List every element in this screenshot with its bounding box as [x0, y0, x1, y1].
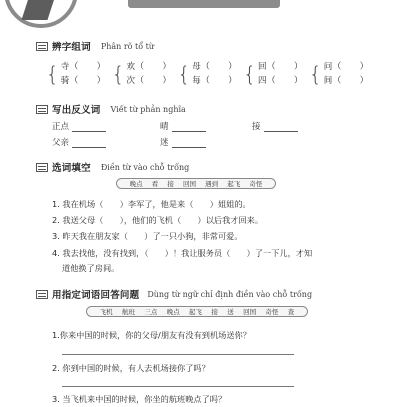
section-list-icon	[36, 163, 48, 172]
antonym-word: 晴	[160, 122, 169, 132]
character-pairs	[46, 60, 375, 88]
antonym-word: 正点	[52, 122, 70, 132]
section-1-title: 辨字组词	[52, 42, 91, 53]
word-bank-item: 奇怪	[265, 308, 279, 316]
char-blank[interactable]: 间（ ）	[323, 76, 369, 86]
word-bank-item: 送	[227, 308, 234, 316]
antonym-word: 接	[252, 122, 261, 132]
section-4-subtitle: Dùng từ ngữ chỉ định điền vào chỗ trống	[147, 289, 313, 299]
char-blank[interactable]: 欢（ ）	[126, 62, 172, 72]
char-blank[interactable]: 骑（ ）	[60, 76, 106, 86]
word-bank-item: 奇怪	[249, 180, 263, 188]
word-bank-item: 三点	[144, 308, 158, 316]
word-bank-item: 晚点	[129, 180, 143, 188]
char-pair: { 问（ ） 间（ ）	[309, 62, 369, 86]
word-bank-item: 遇到	[205, 180, 219, 188]
fill-question-continued: 道他换了房间。	[62, 263, 120, 273]
section-1-heading	[36, 40, 154, 52]
antonym-blank[interactable]	[264, 122, 298, 132]
answer-line[interactable]	[62, 354, 294, 355]
antonym-item	[52, 136, 106, 148]
antonym-blank[interactable]	[172, 122, 206, 132]
word-bank-item: 看	[151, 180, 159, 188]
word-bank-item: 查	[287, 308, 295, 316]
antonym-blank[interactable]	[72, 138, 106, 148]
word-bank-item: 回国	[243, 308, 257, 316]
char-blank[interactable]: 母（ ）	[192, 62, 238, 72]
word-bank-item: 接	[167, 180, 174, 188]
section-4-title: 用指定词语回答问题	[52, 290, 140, 301]
word-bank-item: 飞机	[99, 308, 113, 316]
word-bank	[86, 306, 308, 317]
char-pair: { 寺（ ） 骑（ ）	[46, 62, 106, 86]
section-3-subtitle: Điền từ vào chỗ trống	[100, 162, 190, 172]
section-list-icon	[36, 105, 48, 114]
char-blank[interactable]: 回（ ）	[257, 62, 303, 72]
fill-question: 2. 我送父母（ ），他们的飞机（ ）以后我才回来。	[52, 215, 264, 225]
antonym-blank[interactable]	[72, 122, 106, 132]
section-list-icon	[36, 42, 48, 51]
section-3-heading	[36, 161, 189, 173]
section-2-subtitle: Viết từ phản nghĩa	[110, 104, 186, 114]
char-pair: { 母（ ） 每（ ）	[177, 62, 238, 86]
antonym-word: 迷	[160, 138, 169, 148]
answer-question: 3. 当飞机来中国的时候，你坐的航班晚点了吗？	[52, 394, 227, 404]
fill-question: 1. 我在机场（ ）李军了，他是来（ ）姐姐的。	[52, 199, 251, 209]
char-blank[interactable]: 次（ ）	[126, 76, 172, 86]
answer-question: 1.你来中国的时候，你的父母/朋友有没有到机场送你？	[52, 330, 251, 340]
antonym-word: 父亲	[52, 138, 70, 148]
answer-question: 2. 你到中国的时候，有人去机场接你了吗？	[52, 363, 210, 373]
section-3-title: 选词填空	[52, 163, 91, 174]
word-bank	[116, 178, 276, 189]
fill-question: 3. 昨天我在朋友家（ ）了一只小狗，非常可爱。	[52, 231, 243, 241]
word-bank-item: 航班	[122, 308, 136, 316]
fill-question: 4. 我去找他，没有找到，（ ）！我让服务员（ ）了一下儿，才知	[52, 248, 313, 258]
section-1-subtitle: Phân rõ tổ từ	[100, 41, 155, 51]
antonym-blank[interactable]	[172, 138, 206, 148]
word-bank-item: 晚点	[166, 308, 180, 316]
char-pair: { 回（ ） 四（ ）	[243, 62, 303, 86]
char-blank[interactable]: 寺（ ）	[60, 62, 106, 72]
antonym-item	[160, 136, 206, 148]
section-2-title: 写出反义词	[52, 105, 101, 116]
word-bank-item: 起飞	[227, 180, 241, 188]
word-bank-item: 起飞	[189, 308, 203, 316]
word-bank-item: 接	[211, 308, 218, 316]
section-2-heading	[36, 103, 186, 115]
char-blank[interactable]: 每（ ）	[192, 76, 238, 86]
word-bank-item: 回国	[182, 180, 196, 188]
char-pair: { 欢（ ） 次（ ）	[111, 62, 172, 86]
answer-line[interactable]	[62, 386, 294, 387]
antonym-item	[160, 120, 206, 132]
char-blank[interactable]: 四（ ）	[257, 76, 303, 86]
section-list-icon	[36, 290, 48, 299]
section-4-heading	[36, 288, 312, 300]
lesson-title-bar	[128, 0, 280, 8]
antonym-item	[52, 120, 106, 132]
char-blank[interactable]: 问（ ）	[323, 62, 369, 72]
antonym-item	[252, 120, 298, 132]
